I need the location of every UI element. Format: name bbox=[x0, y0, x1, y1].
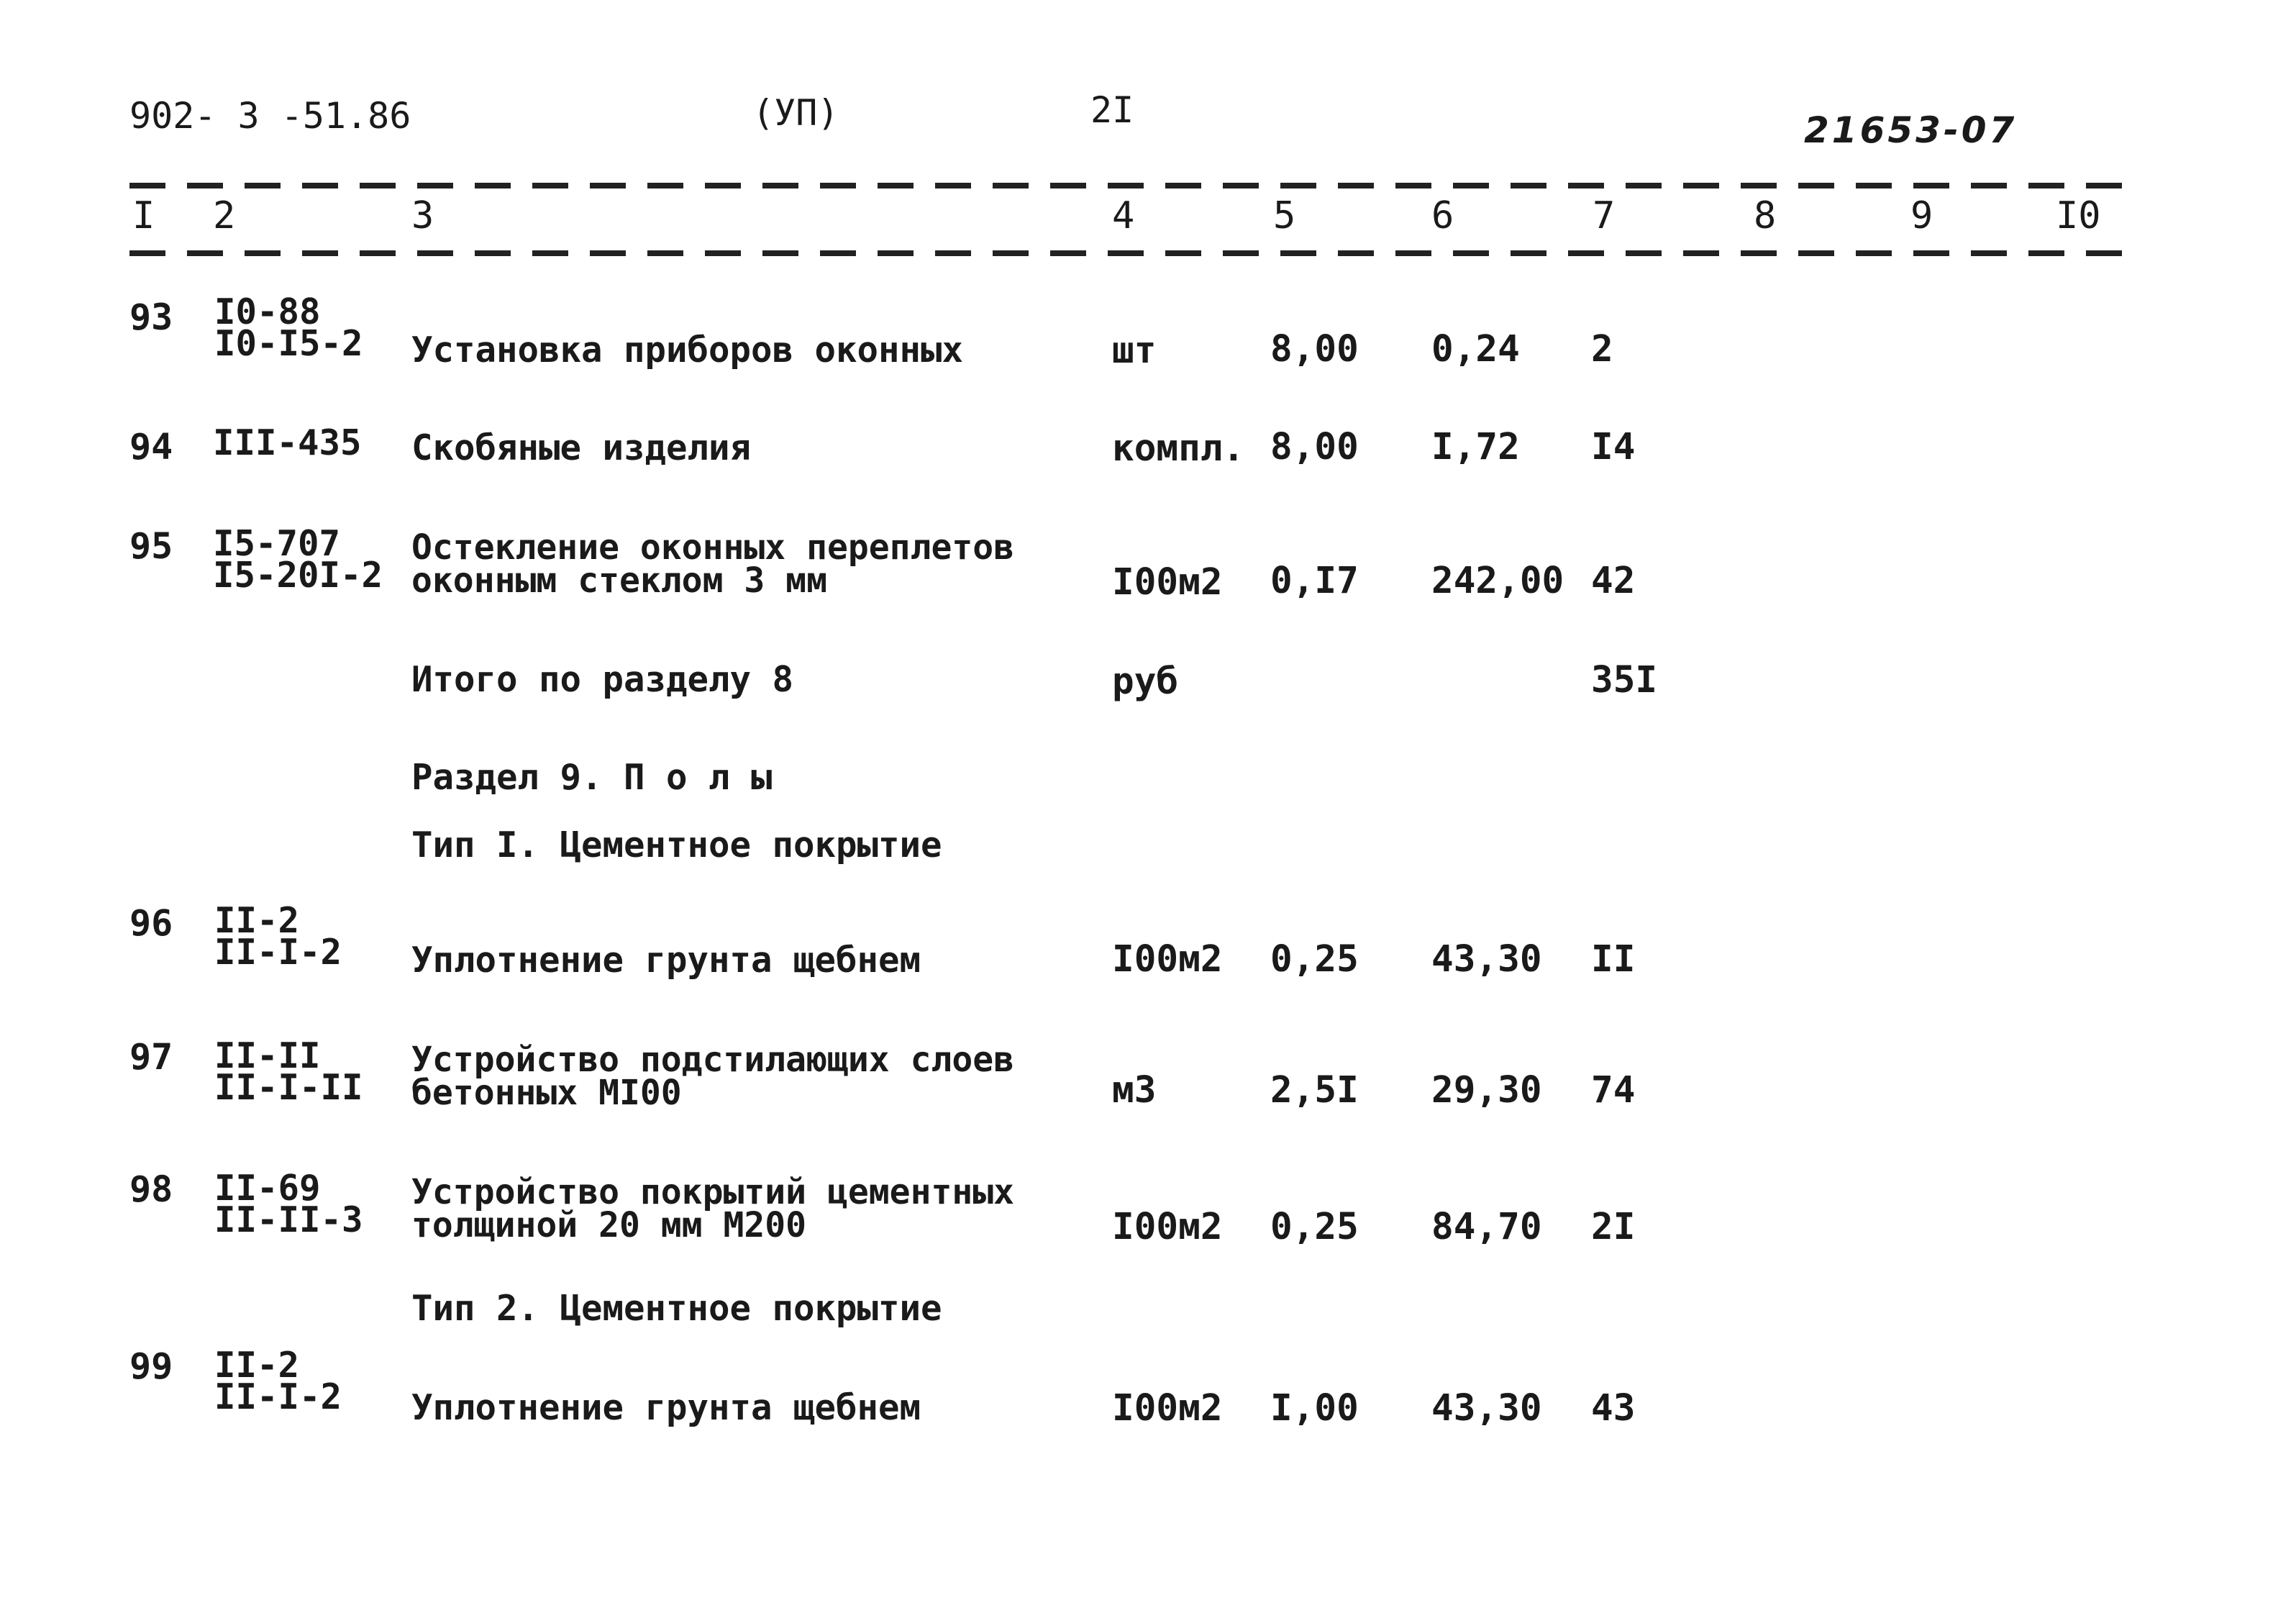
row-quantity: 0,25 bbox=[1270, 1206, 1359, 1248]
row-total: 2 bbox=[1591, 328, 1613, 371]
column-header-8: 8 bbox=[1754, 194, 1777, 237]
column-header-6: 6 bbox=[1431, 194, 1454, 237]
row-unit: компл. bbox=[1112, 427, 1245, 470]
row-unit: I00м2 bbox=[1112, 938, 1223, 981]
code-line: II-II bbox=[214, 1035, 321, 1076]
description-line: оконным стеклом 3 мм bbox=[411, 560, 827, 601]
row-total: 42 bbox=[1591, 560, 1636, 602]
row-unit: I00м2 bbox=[1112, 1387, 1223, 1430]
row-unit-price: 43,30 bbox=[1431, 1387, 1542, 1430]
row-code bbox=[214, 1035, 363, 1108]
row-description bbox=[411, 1172, 1015, 1245]
column-header-3: 3 bbox=[411, 194, 434, 237]
row-description: Уплотнение грунта щебнем bbox=[411, 1387, 921, 1428]
header-divider bbox=[129, 250, 2129, 256]
row-code bbox=[213, 523, 383, 596]
row-number: 93 bbox=[129, 296, 173, 338]
row-number: 99 bbox=[129, 1345, 173, 1387]
description-line: Устройство подстилающих слоев bbox=[411, 1040, 1015, 1080]
code-line: II-2 bbox=[214, 900, 300, 941]
row-description: Установка приборов оконных bbox=[411, 330, 964, 371]
row-unit: м3 bbox=[1112, 1069, 1157, 1112]
column-header-5: 5 bbox=[1273, 194, 1296, 237]
row-total: 74 bbox=[1591, 1069, 1636, 1112]
row-description bbox=[411, 527, 1015, 601]
document-type: (УП) bbox=[752, 92, 839, 134]
row-quantity: 8,00 bbox=[1270, 328, 1359, 371]
code-line: I5-707 bbox=[213, 523, 341, 564]
row-quantity: 0,25 bbox=[1270, 938, 1359, 981]
row-quantity: 2,5I bbox=[1270, 1069, 1359, 1112]
row-total: 2I bbox=[1591, 1206, 1636, 1248]
description-line: Остекление оконных переплетов bbox=[411, 527, 1015, 568]
code-line: II-I-2 bbox=[214, 932, 342, 973]
row-number: 96 bbox=[129, 902, 173, 944]
code-line: II-I-II bbox=[214, 1067, 363, 1108]
column-header-10: I0 bbox=[2056, 194, 2101, 237]
description-line: Устройство покрытий цементных bbox=[411, 1172, 1015, 1212]
code-line: II-69 bbox=[214, 1168, 321, 1209]
row-unit: I00м2 bbox=[1112, 561, 1223, 604]
row-total: II bbox=[1591, 938, 1636, 981]
subsection-title: Тип I. Цементное покрытие bbox=[411, 825, 942, 866]
subtotal-label: Итого по разделу 8 bbox=[411, 659, 794, 700]
row-total: I4 bbox=[1591, 426, 1636, 468]
description-line: толщиной 20 мм М200 bbox=[411, 1205, 807, 1245]
row-code bbox=[214, 1168, 363, 1240]
code-line: II-I-2 bbox=[214, 1376, 342, 1417]
row-unit-price: I,72 bbox=[1431, 426, 1520, 468]
top-divider bbox=[129, 183, 2129, 188]
subsection-title: Тип 2. Цементное покрытие bbox=[411, 1288, 942, 1329]
row-number: 95 bbox=[129, 525, 173, 567]
row-code bbox=[214, 1345, 342, 1417]
code-line: I0-I5-2 bbox=[214, 323, 363, 364]
column-header-7: 7 bbox=[1593, 194, 1616, 237]
row-quantity: 8,00 bbox=[1270, 426, 1359, 468]
subtotal-unit: руб bbox=[1112, 660, 1179, 703]
code-line: I0-88 bbox=[214, 291, 321, 332]
row-unit-price: 0,24 bbox=[1431, 328, 1520, 371]
row-total: 43 bbox=[1591, 1387, 1636, 1430]
handwritten-number: 21653-07 bbox=[1804, 109, 2018, 151]
row-unit-price: 84,70 bbox=[1431, 1206, 1542, 1248]
row-unit-price: 43,30 bbox=[1431, 938, 1542, 981]
document-code: 902- 3 -51.86 bbox=[129, 95, 411, 137]
row-number: 98 bbox=[129, 1168, 173, 1210]
column-header-4: 4 bbox=[1112, 194, 1135, 237]
row-description: Скобяные изделия bbox=[411, 427, 752, 468]
row-number: 97 bbox=[129, 1036, 173, 1078]
row-unit-price: 29,30 bbox=[1431, 1069, 1542, 1112]
row-quantity: 0,I7 bbox=[1270, 560, 1359, 602]
code-line: II-2 bbox=[214, 1345, 300, 1386]
row-number: 94 bbox=[129, 426, 173, 468]
row-quantity: I,00 bbox=[1270, 1387, 1359, 1430]
row-code bbox=[214, 291, 363, 364]
row-code bbox=[214, 900, 342, 973]
code-line: II-II-3 bbox=[214, 1199, 363, 1240]
row-unit: I00м2 bbox=[1112, 1206, 1223, 1248]
code-line: I5-20I-2 bbox=[213, 555, 383, 596]
section-title: Раздел 9. П о л ы bbox=[411, 757, 773, 798]
description-line: бетонных МI00 bbox=[411, 1073, 682, 1113]
column-header-2: 2 bbox=[213, 194, 236, 237]
row-unit-price: 242,00 bbox=[1431, 560, 1564, 602]
row-unit: шт bbox=[1112, 330, 1157, 372]
code-line: III-435 bbox=[213, 422, 362, 463]
row-code bbox=[213, 422, 362, 463]
row-description bbox=[411, 1040, 1015, 1113]
column-header-9: 9 bbox=[1910, 194, 1933, 237]
page-number: 2I bbox=[1090, 89, 1134, 131]
row-description: Уплотнение грунта щебнем bbox=[411, 940, 921, 981]
subtotal-total: 35I bbox=[1591, 659, 1658, 701]
column-header-1: I bbox=[132, 194, 155, 237]
